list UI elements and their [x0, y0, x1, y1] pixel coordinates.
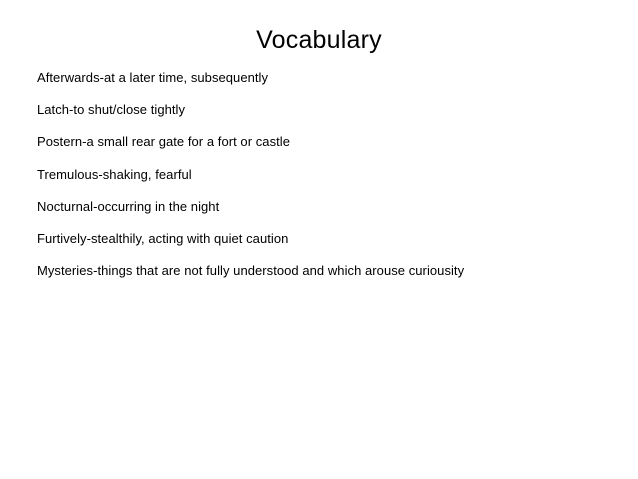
slide-title: Vocabulary: [256, 26, 382, 54]
vocabulary-item: Tremulous-shaking, fearful: [37, 166, 192, 182]
vocabulary-item: Nocturnal-occurring in the night: [37, 198, 220, 214]
vocabulary-item: Latch-to shut/close tightly: [37, 102, 186, 118]
vocabulary-list: [37, 70, 627, 295]
vocabulary-item: Mysteries-things that are not fully understood and which arouse curiousity: [37, 263, 465, 279]
vocabulary-item: Furtively-stealthily, acting with quiet caution: [37, 230, 289, 246]
vocabulary-item: Afterwards-at a later time, subsequently: [37, 70, 269, 85]
vocabulary-item: Postern-a small rear gate for a fort or castle: [37, 134, 291, 150]
